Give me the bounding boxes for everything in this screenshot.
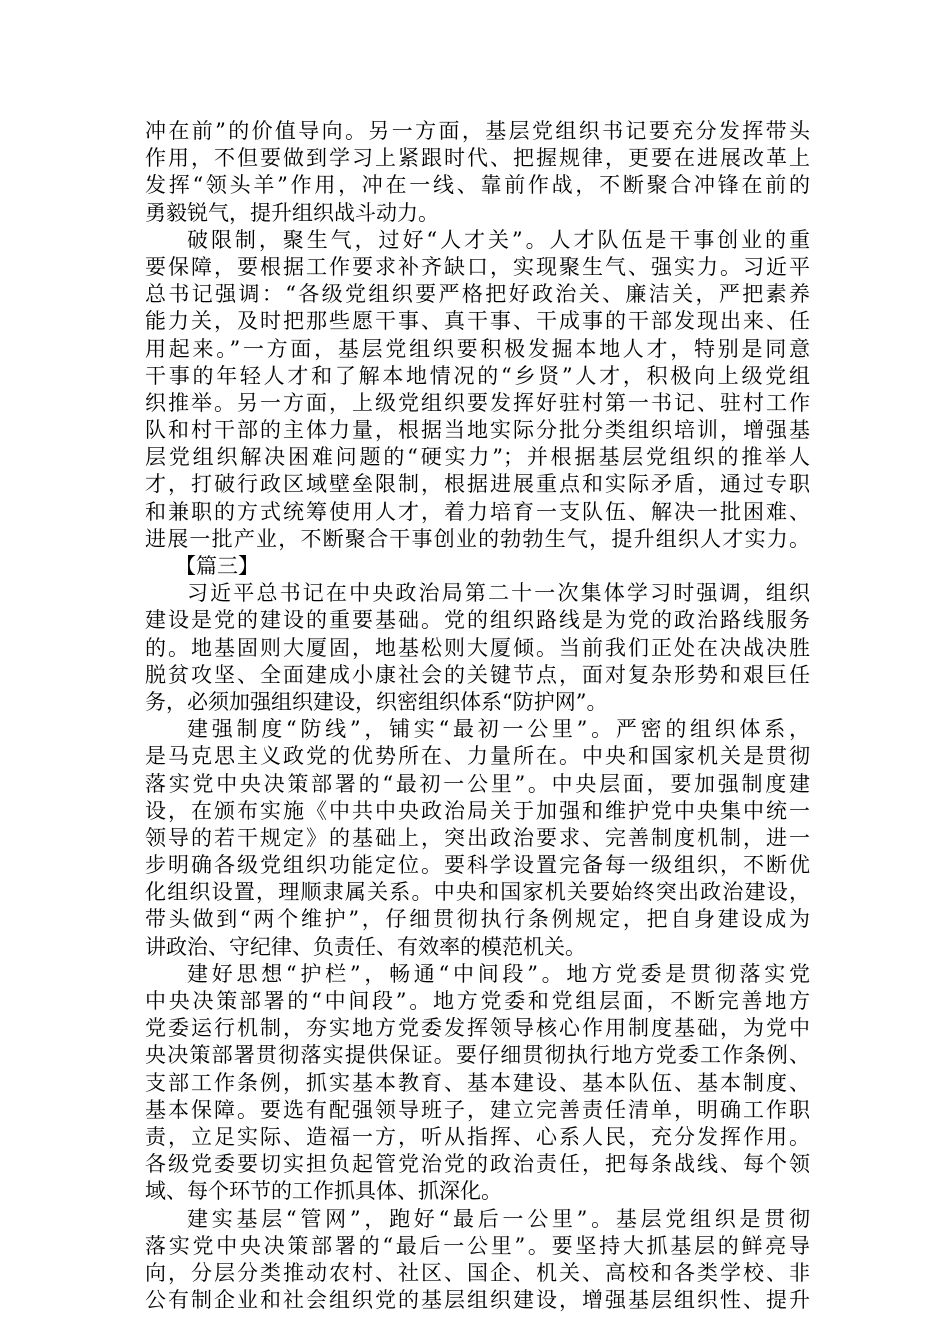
text-line: 习近平总书记在中央政治局第二十一次集体学习时强调，组织 bbox=[187, 581, 810, 606]
text-line: 要保障，要根据工作要求补齐缺口，实现聚生气、强实力。习近平 bbox=[145, 254, 810, 279]
text-line: 总书记强调：“各级党组织要严格把好政治关、廉洁关，严把素养 bbox=[145, 282, 810, 307]
text-line: 央决策部署贯彻落实提供保证。要仔细贯彻执行地方党委工作条例、 bbox=[145, 1043, 810, 1068]
text-line: 能力关，及时把那些愿干事、真干事、干成事的干部发现出来、任 bbox=[145, 309, 810, 334]
text-line: 建好思想“护栏”，畅通“中间段”。地方党委是贯彻落实党 bbox=[187, 961, 810, 986]
text-line: 各级党委要切实担负起管党治党的政治责任，把每条战线、每个领 bbox=[145, 1152, 810, 1177]
text-line: 织推举。另一方面，上级党组织要发挥好驻村第一书记、驻村工作 bbox=[145, 390, 810, 415]
text-line: 作用，不但要做到学习上紧跟时代、把握规律，更要在进展改革上 bbox=[145, 146, 810, 171]
text-line: 脱贫攻坚、全面建成小康社会的关键节点，面对复杂形势和艰巨任 bbox=[145, 662, 810, 687]
text-line: 破限制，聚生气，过好“人才关”。人才队伍是干事创业的重 bbox=[187, 227, 810, 252]
text-line: 域、每个环节的工作抓具体、抓深化。 bbox=[145, 1179, 502, 1204]
text-line: 设，在颁布实施《中共中央政治局关于加强和维护党中央集中统一 bbox=[145, 798, 810, 823]
text-line: 落实党中央决策部署的“最后一公里”。要坚持大抓基层的鲜亮导 bbox=[145, 1233, 810, 1258]
text-line: 的。地基固则大厦固，地基松则大厦倾。当前我们正处在决战决胜 bbox=[145, 635, 810, 660]
text-line: 勇毅锐气，提升组织战斗动力。 bbox=[145, 200, 439, 225]
text-line: 建实基层“管网”，跑好“最后一公里”。基层党组织是贯彻 bbox=[187, 1206, 810, 1231]
text-line: 队和村干部的主体力量，根据当地实际分批分类组织培训，增强基 bbox=[145, 418, 810, 443]
text-line: 是马克思主义政党的优势所在、力量所在。中央和国家机关是贯彻 bbox=[145, 744, 810, 769]
text-line: 层党组织解决困难问题的“硬实力”；并根据基层党组织的推举人 bbox=[145, 445, 810, 470]
text-line: 步明确各级党组织功能定位。要科学设置完备每一级组织，不断优 bbox=[145, 853, 810, 878]
text-line: 公有制企业和社会组织党的基层组织建设，增强基层组织性、提升 bbox=[145, 1288, 810, 1313]
text-line: 支部工作条例，抓实基本教育、基本建设、基本队伍、基本制度、 bbox=[145, 1070, 810, 1095]
text-line: 发挥“领头羊”作用，冲在一线、靠前作战，不断聚合冲锋在前的 bbox=[145, 173, 810, 198]
text-line: 用起来。”一方面，基层党组织要积极发掘本地人才，特别是同意 bbox=[145, 336, 810, 361]
text-line: 领导的若干规定》的基础上，突出政治要求、完善制度机制，进一 bbox=[145, 825, 810, 850]
text-line: 党委运行机制，夯实地方党委发挥领导核心作用制度基础，为党中 bbox=[145, 1016, 810, 1041]
text-line: 责，立足实际、造福一方，听从指挥、心系人民，充分发挥作用。 bbox=[145, 1124, 810, 1149]
text-line: 带头做到“两个维护”，仔细贯彻执行条例规定，把自身建设成为 bbox=[145, 907, 810, 932]
text-line: 讲政治、守纪律、负责任、有效率的模范机关。 bbox=[145, 934, 586, 959]
text-line: 冲在前”的价值导向。另一方面，基层党组织书记要充分发挥带头 bbox=[145, 119, 810, 143]
text-line: 向，分层分类推动农村、社区、国企、机关、高校和各类学校、非 bbox=[145, 1260, 810, 1285]
document-page bbox=[145, 118, 810, 1314]
text-line: 干事的年轻人才和了解本地情况的“乡贤”人才，积极向上级党组 bbox=[145, 363, 810, 388]
text-line: 基本保障。要选有配强领导班子，建立完善责任清单，明确工作职 bbox=[145, 1097, 810, 1122]
text-line: 落实党中央决策部署的“最初一公里”。中央层面，要加强制度建 bbox=[145, 771, 810, 796]
text-line: 化组织设置，理顺隶属关系。中央和国家机关要始终突出政治建设， bbox=[145, 880, 810, 905]
text-line: 务，必须加强组织建设，织密组织体系“防护网”。 bbox=[145, 689, 608, 714]
text-line: 进展一批产业，不断聚合干事创业的勃勃生气，提升组织人才实力。 bbox=[145, 526, 810, 551]
text-line: 才，打破行政区域壁垒限制，根据进展重点和实际矛盾，通过专职 bbox=[145, 472, 810, 497]
section-heading: 【篇三】 bbox=[175, 554, 259, 578]
text-line: 建设是党的建设的重要基础。党的组织路线是为党的政治路线服务 bbox=[145, 608, 810, 633]
text-line: 和兼职的方式统筹使用人才，着力培育一支队伍、解决一批困难、 bbox=[145, 499, 810, 524]
text-line: 中央决策部署的“中间段”。地方党委和党组层面，不断完善地方 bbox=[145, 989, 810, 1013]
text-line: 建强制度“防线”，铺实“最初一公里”。严密的组织体系， bbox=[187, 717, 810, 742]
